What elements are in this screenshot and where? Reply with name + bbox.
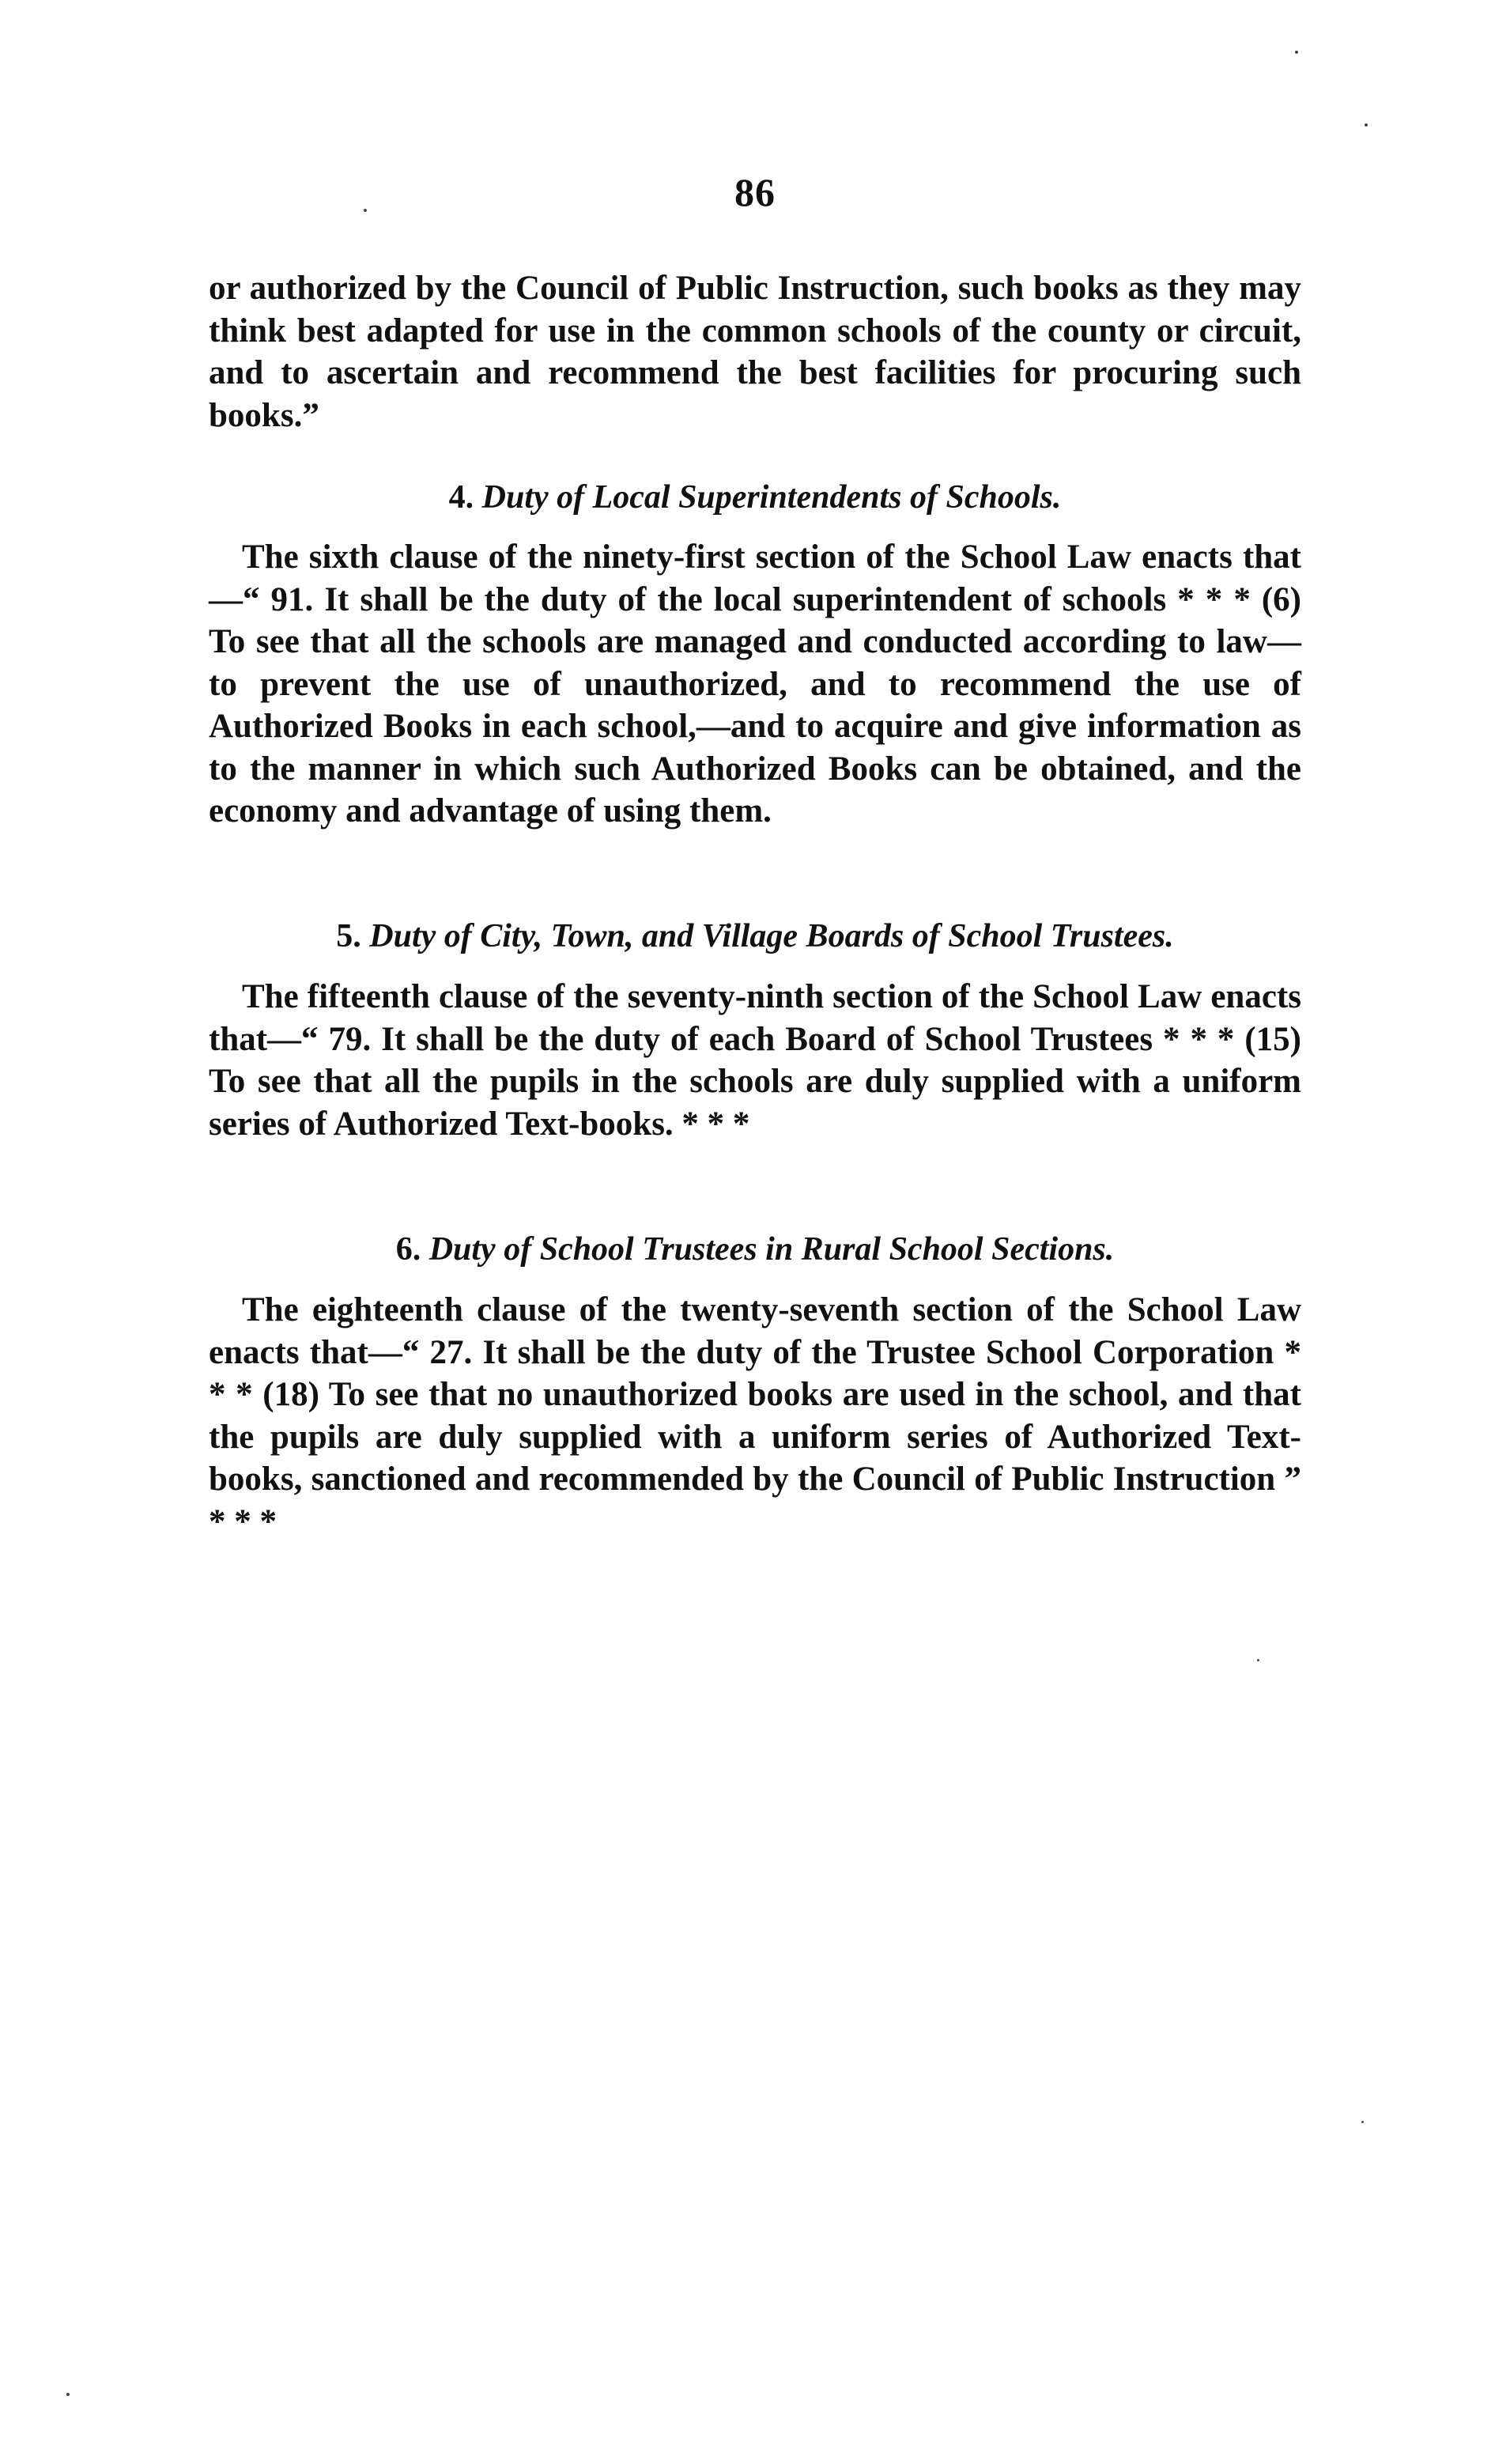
section-6-paragraph: The eighteenth clause of the twenty-seventh section of the School Law enacts that—“ 27. It shall be the duty of the Trustee School Corporation * * * (18) To see that no unauthorized books are used in the school, and that the pupils are duly supplied with a uniform series of Authorized Text-books, sanctioned and recommended by the Council of Public Instruction ” * * * [209, 1291, 1301, 1540]
section-4-heading-block [209, 476, 1301, 519]
section-5-number: 5. [336, 918, 361, 954]
section-4-title: Duty of Local Superintendents of Schools. [481, 479, 1062, 516]
section-5-body-block [209, 976, 1301, 1145]
scan-speck [1365, 123, 1368, 127]
section-6-heading-block [209, 1228, 1301, 1271]
section-5-heading [209, 915, 1301, 958]
section-5-title: Duty of City, Town, and Village Boards of School Trustees. [369, 918, 1174, 954]
section-4-heading [209, 476, 1301, 519]
section-4-number: 4. [448, 479, 474, 516]
section-6-number: 6. [395, 1231, 421, 1268]
section-5-heading-block [209, 915, 1301, 958]
section-4-body-block [209, 536, 1301, 833]
scan-speck [66, 2393, 70, 2396]
section-5-paragraph: The fifteenth clause of the seventy-ninth section of the School Law enacts that—“ 79. It shall be the duty of each Board of School Trustees * * * (15) To see that all the pupils in the schools are duly supplied with a uniform series of Authorized Text-books. * * * [209, 978, 1301, 1143]
scan-speck [1361, 2121, 1364, 2123]
section-4-paragraph: The sixth clause of the ninety-first section of the School Law enacts that—“ 91. It shall be the duty of the local superintendent of schools * * * (6) To see that all the schools are managed and conducted according to law—to prevent the use of unauthorized, and to recommend the use of Authorized Books in each school,—and to acquire and give information as to the manner in which such Authorized Books can be obtained, and the economy and advantage of using them. [209, 539, 1301, 830]
section-6-title: Duty of School Trustees in Rural School Sections. [428, 1231, 1115, 1268]
intro-paragraph: or authorized by the Council of Public Instruction, such books as they may think best adapted for use in the common schools of the county or circuit, and to ascertain and recommend the best facilities for procuring such books.” [209, 270, 1301, 434]
scan-speck [364, 209, 367, 212]
section-6-body-block [209, 1289, 1301, 1543]
section-6-heading [209, 1228, 1301, 1271]
intro-paragraph-block [209, 267, 1301, 436]
scan-speck [1295, 51, 1298, 54]
page-number: 86 [734, 170, 776, 214]
scan-speck [1257, 1659, 1259, 1661]
